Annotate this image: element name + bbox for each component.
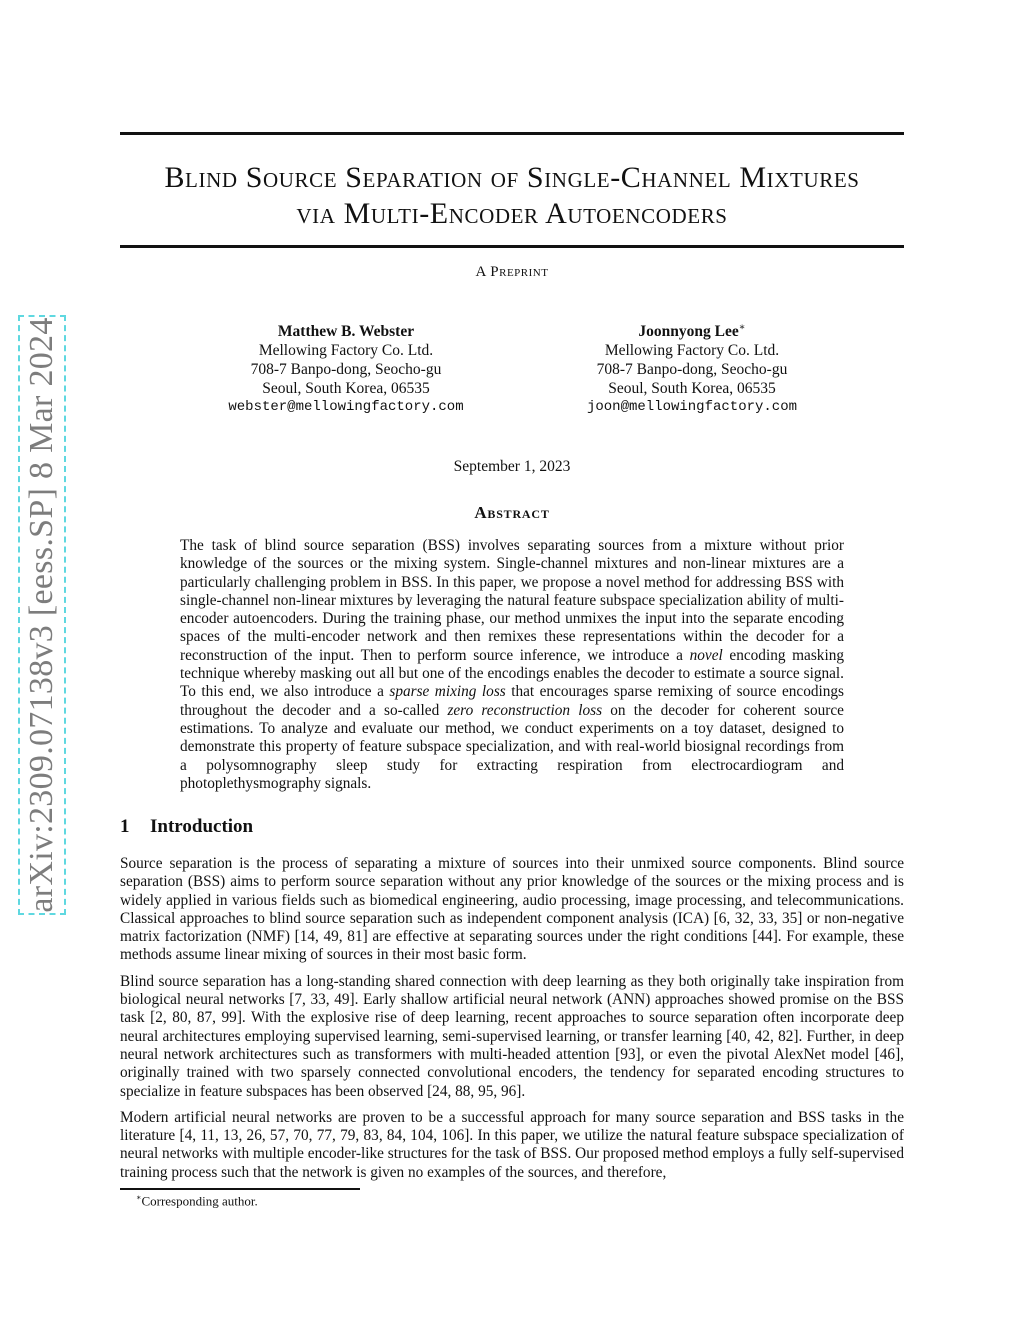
body-paragraph: Blind source separation has a long-standing shared connection with deep learning as they both originally take inspiration from biological neural networks [7, 33, 49]. Early shallow artificial neural network (ANN) approaches showed promise on the BSS task [2, 80, 87, 99]. With the explosive rise of deep learning, recent approaches to source separation often incorporate deep neural architectures employing supervised learning, semi-supervised learning, or transfer learning [40, 42, 82]. Further, in deep neural network architectures such as transformers with multi-headed attention [93], or even the pivotal AlexNet model [46], originally trained with two sparsely connected convolutional encoders, the tendency for separated encoding structures to specialize in feature subspaces has been observed [24, 88, 95, 96]. xyxy=(120,972,904,1100)
author-name: Joonnyong Lee∗ xyxy=(638,322,746,341)
abstract-text: The task of blind source separation (BSS) involves separating sources from a mixture without prior knowledge of the sources or the mixing system. Single-channel mixtures and non-linear mixtures are a particularly challenging problem in BSS. In this paper, we propose a novel method for addressing BSS with single-channel non-linear mixtures by leveraging the natural feature subspace specialization ability of multi-encoder autoencoders. During the training phase, our method unmixes the input into the separate encoding spaces of the multi-encoder network and then remixes these representations within the decoder for a reconstruction of the input. Then to perform source inference, we introduce a novel encoding masking technique whereby masking out all but one of the encodings enables the decoder to estimate a source signal. To this end, we also introduce a sparse mixing loss that encourages sparse remixing of source encodings throughout the decoder and a so-called zero reconstruction loss on the decoder for coherent source estimations. To analyze and evaluate our method, we conduct experiments on a toy dataset, designed to demonstrate this property of feature subspace specialization, and with real-world biosignal recordings from a polysomnography sleep study for extracting respiration from electrocardiogram and photoplethysmography signals. xyxy=(180,537,845,792)
author-address-line-2: Seoul, South Korea, 06535 xyxy=(608,380,776,398)
author-email[interactable]: webster@mellowingfactory.com xyxy=(228,399,464,416)
footnote-text: Corresponding author. xyxy=(141,1193,258,1209)
author-address-line-1: 708-7 Banpo-dong, Seocho-gu xyxy=(250,361,442,379)
section-title: Introduction xyxy=(150,816,254,837)
section-heading-introduction xyxy=(120,816,253,838)
title-line-2: via Multi-Encoder Autoencoders xyxy=(296,197,728,230)
author-affiliation: Mellowing Factory Co. Ltd. xyxy=(258,342,434,360)
author-address-line-2: Seoul, South Korea, 06535 xyxy=(262,380,430,398)
paper-title xyxy=(120,160,904,232)
section-number: 1 xyxy=(120,816,130,837)
footnote-rule xyxy=(120,1188,360,1190)
corresponding-marker: ∗ xyxy=(738,322,746,333)
arxiv-identifier[interactable]: arXiv:2309.07138v3 [eess.SP] 8 Mar 2024 xyxy=(23,317,60,913)
author-block-1 xyxy=(176,318,516,417)
body-paragraph: Source separation is the process of separating a mixture of sources into their unmixed source components. Blind source separation (BSS) aims to perform source separation without any prior knowledge of the sources or the mixing process and is widely applied in various fields such as biomedical engineering, audio processing, image processing, and telecommunications. Classical approaches to blind source separation such as independent component analysis (ICA) [6, 32, 33, 35] or non-negative matrix factorization (NMF) [14, 49, 81] are effective at separating sources under the right conditions [44]. For example, these methods assume linear mixing of sources in their most basic form. xyxy=(120,855,904,964)
preprint-label: A Preprint xyxy=(475,264,549,280)
arxiv-stamp[interactable] xyxy=(18,315,66,915)
footnote xyxy=(136,1193,258,1209)
title-rule-bottom xyxy=(120,245,904,248)
author-name: Matthew B. Webster xyxy=(277,323,415,341)
footnote-marker: ∗ xyxy=(136,1193,142,1202)
paper-date: September 1, 2023 xyxy=(453,458,571,475)
author-address-line-1: 708-7 Banpo-dong, Seocho-gu xyxy=(596,361,788,379)
author-affiliation: Mellowing Factory Co. Ltd. xyxy=(604,342,780,360)
body-paragraph: Modern artificial neural networks are proven to be a successful approach for many source separation and BSS tasks in the literature [4, 11, 13, 26, 57, 70, 77, 79, 83, 84, 104, 106]. In this paper, we utilize the natural feature subspace specialization of neural networks with multiple encoder-like structures for the task of BSS. Our proposed method employs a fully self-supervised training process such that the network is given no examples of the sources, and therefore, xyxy=(120,1108,904,1181)
title-rule-top xyxy=(120,132,904,135)
introduction-body xyxy=(120,855,904,1190)
abstract-heading: Abstract xyxy=(474,503,550,522)
title-line-1: Blind Source Separation of Single-Channel Mixtures xyxy=(164,161,860,194)
author-email[interactable]: joon@mellowingfactory.com xyxy=(586,399,798,416)
author-block-2 xyxy=(522,318,862,417)
